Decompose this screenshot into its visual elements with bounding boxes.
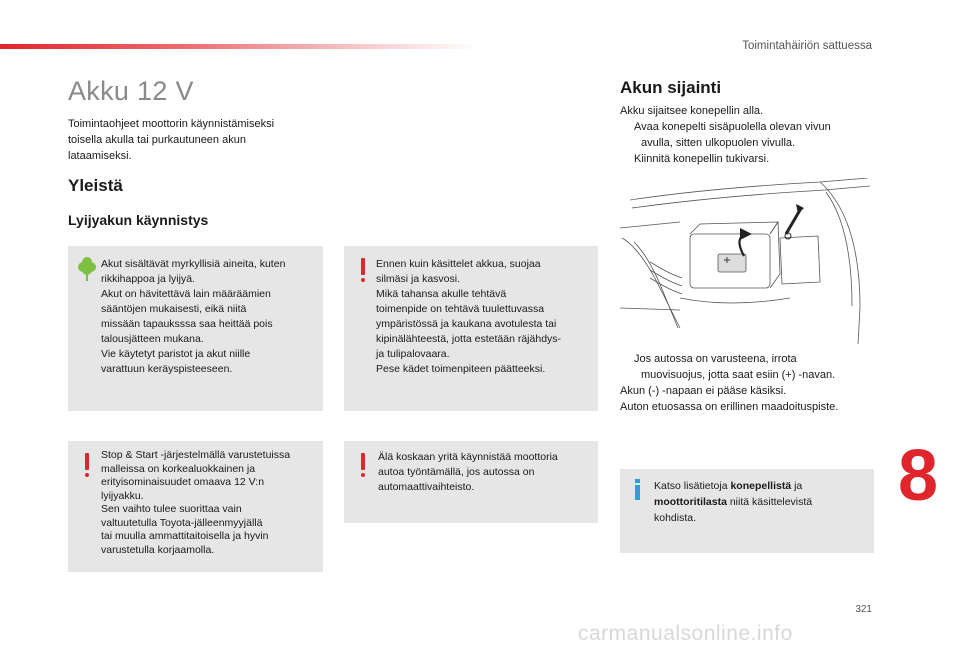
link-text-hood: konepellistä — [730, 480, 792, 492]
page-number: 321 — [855, 604, 872, 615]
intro-text: Toimintaohjeet moottorin käynnistämiseksi toisella akulla tai purkautuneen akun lataamiseksi. — [68, 118, 275, 162]
info-box: Katso lisätietoja konepellistä ja moottoritilasta niitä käsittelevistä kohdista. — [620, 469, 874, 553]
warning-box-handling: Ennen kuin käsittelet akkua, suojaa silmäsi ja kasvosi. Mikä tahansa akulle tehtävä toimenpide on tehtävä tuulettuvassa ympäristössä ja kaukana avotulesta tai kipinälähteestä, jotta estetään räjähdys- ja tulipalovaara. Pese kädet toimenpiteen päätteeksi. — [344, 246, 598, 411]
heading-general: Yleistä — [68, 176, 123, 195]
warning-box-stop-start: Stop & Start -järjestelmällä varustetuissa malleissa on korkealuokkainen ja erityisominaisuudet omaava 12 V:n lyijyakku. Sen vaihto tulee suorittaa vain valtuutetulla Toyota-jälleenmyyjällä tai muulla ammattitaitoisella ja hyvin varustetulla korjaamolla. — [68, 441, 323, 572]
heading-lead-battery-start: Lyijyakun käynnistys — [68, 212, 209, 228]
header-accent-bar — [0, 44, 480, 49]
page-title: Akku 12 V — [68, 76, 194, 106]
warning-icon — [361, 258, 365, 275]
section-header: Toimintahäiriön sattuessa — [742, 40, 872, 52]
cover-removal-steps: Jos autossa on varusteena, irrota muovisuojus, jotta saat esiin (+) -navan. Akun (-) -napaan ei pääse käsiksi. Auton etuosassa on erillinen maadoituspiste. — [620, 353, 839, 413]
link-text-engine-bay: moottoritilasta — [654, 496, 727, 508]
location-steps: Akku sijaitsee konepellin alla. Avaa konepelti sisäpuolella olevan vivun avulla, sitten ulkopuolen vivulla. Kiinnitä konepellin tukivarsi. — [620, 105, 831, 165]
warning-icon — [85, 453, 89, 470]
engine-bay-illustration — [620, 178, 874, 344]
warning-box-push-start: Älä koskaan yritä käynnistää moottoria autoa työntämällä, jos autossa on automaattivaihteisto. — [344, 441, 598, 523]
watermark: carmanualsonline.info — [578, 622, 793, 645]
environment-note-box: Akut sisältävät myrkyllisiä aineita, kuten rikkihappoa ja lyijyä. Akut on hävitettävä lain määräämien sääntöjen mukaisesti, eikä niitä missään tapauksssa saa heittää pois talousjätteen mukana. Vie käytetyt paristot ja akut niille varattuun keräyspisteeseen. — [68, 246, 323, 411]
heading-battery-location: Akun sijainti — [620, 78, 722, 97]
tree-icon — [78, 256, 96, 282]
warning-icon — [361, 453, 365, 470]
chapter-number: 8 — [897, 436, 939, 516]
